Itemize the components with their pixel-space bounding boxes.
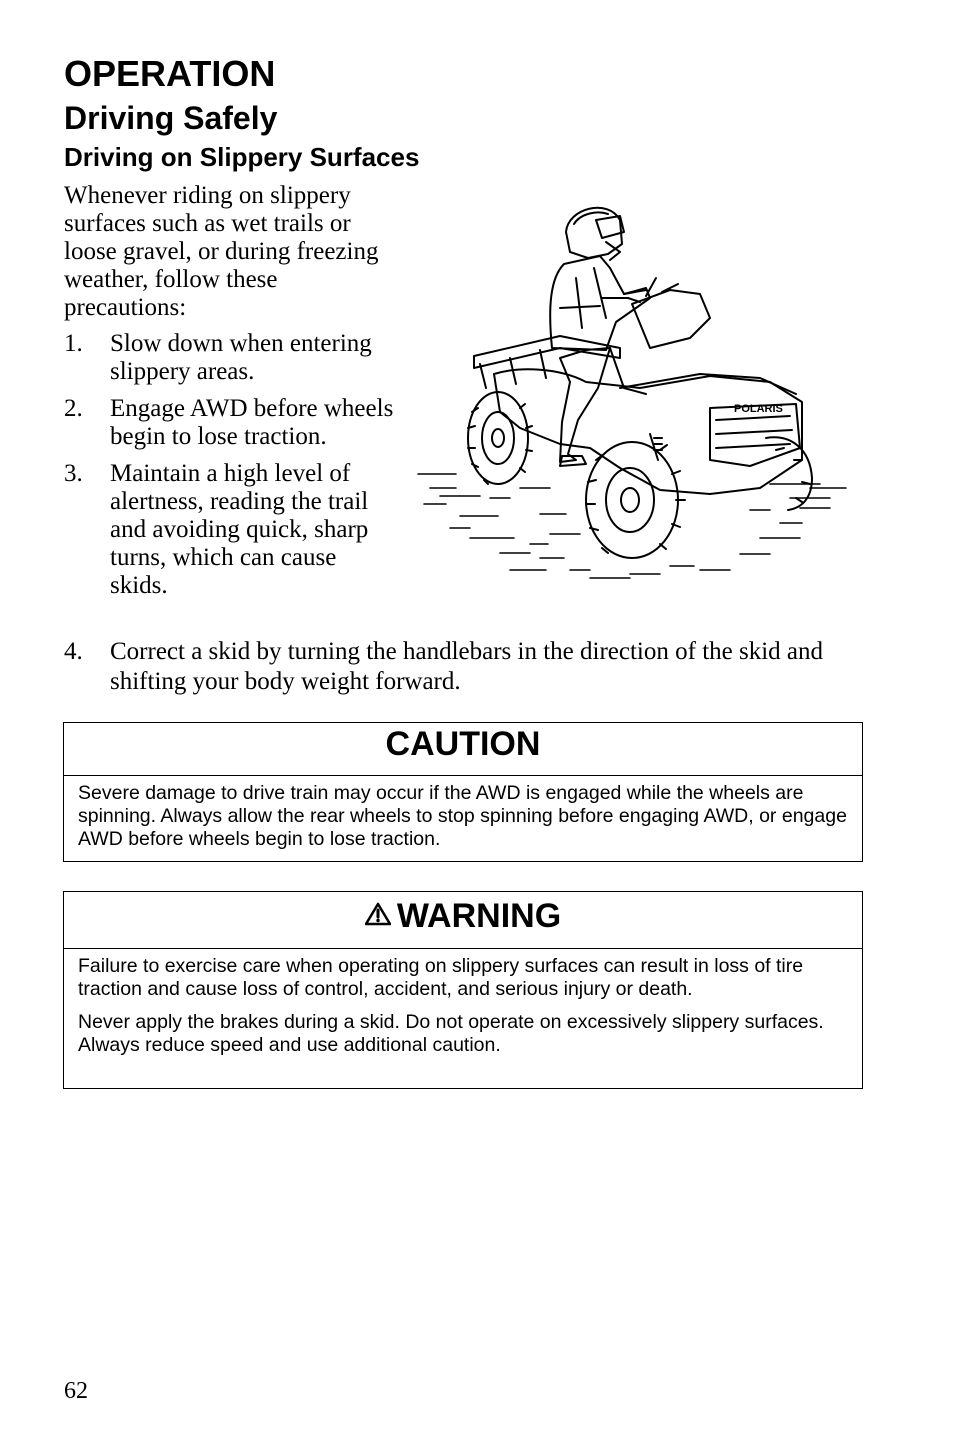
page-title: Driving Safely (64, 100, 278, 136)
list-item-number: 3. (64, 460, 83, 487)
front-right-wheel (766, 437, 812, 510)
list-item (64, 395, 394, 451)
precautions-list (64, 330, 394, 609)
atv-rider-illustration (410, 198, 860, 598)
caution-heading: CAUTION (64, 723, 862, 776)
list-item (64, 637, 884, 697)
warning-header (64, 892, 862, 949)
front-wheel (586, 442, 685, 558)
caution-body (64, 776, 862, 861)
list-item-number: 1. (64, 330, 83, 357)
warning-box (63, 891, 863, 1089)
warning-body (64, 949, 862, 1067)
subsection-title: Driving on Slippery Surfaces (64, 142, 420, 172)
list-item-text: Slow down when entering slippery areas. (110, 330, 372, 385)
warning-triangle-icon (365, 891, 391, 939)
helmet (566, 208, 624, 260)
section-title: OPERATION (64, 53, 276, 94)
list-item (64, 460, 394, 600)
list-item (64, 330, 394, 386)
page-number: 62 (64, 1378, 88, 1404)
warning-paragraph: Never apply the brakes during a skid. Do not operate on excessively slippery surfaces. Always reduce speed and use additional caution. (78, 1011, 824, 1056)
intro-paragraph: Whenever riding on slippery surfaces such as wet trails or loose gravel, or during freezing weather, follow these precautions: (64, 182, 379, 321)
list-item-text: Engage AWD before wheels begin to lose traction. (110, 395, 394, 450)
list-item-number: 2. (64, 395, 83, 422)
list-item-text: Maintain a high level of alertness, reading the trail and avoiding quick, sharp turns, which can cause skids. (110, 460, 369, 599)
list-item-text: Correct a skid by turning the handlebars in the direction of the skid and shifting your body weight forward. (110, 638, 824, 695)
caution-box (63, 722, 863, 862)
caution-text: Severe damage to drive train may occur if the AWD is engaged while the wheels are spinning. Always allow the rear wheels to stop spinning before engaging AWD, or engage AWD before wheels begin to lose traction. (78, 782, 847, 850)
brand-logo-text: POLARIS (734, 403, 783, 415)
warning-paragraph: Failure to exercise care when operating on slippery surfaces can result in loss of tire traction and cause loss of control, accident, and serious injury or death. (78, 955, 804, 1000)
warning-heading: WARNING (396, 897, 562, 935)
list-item-number: 4. (64, 638, 83, 665)
